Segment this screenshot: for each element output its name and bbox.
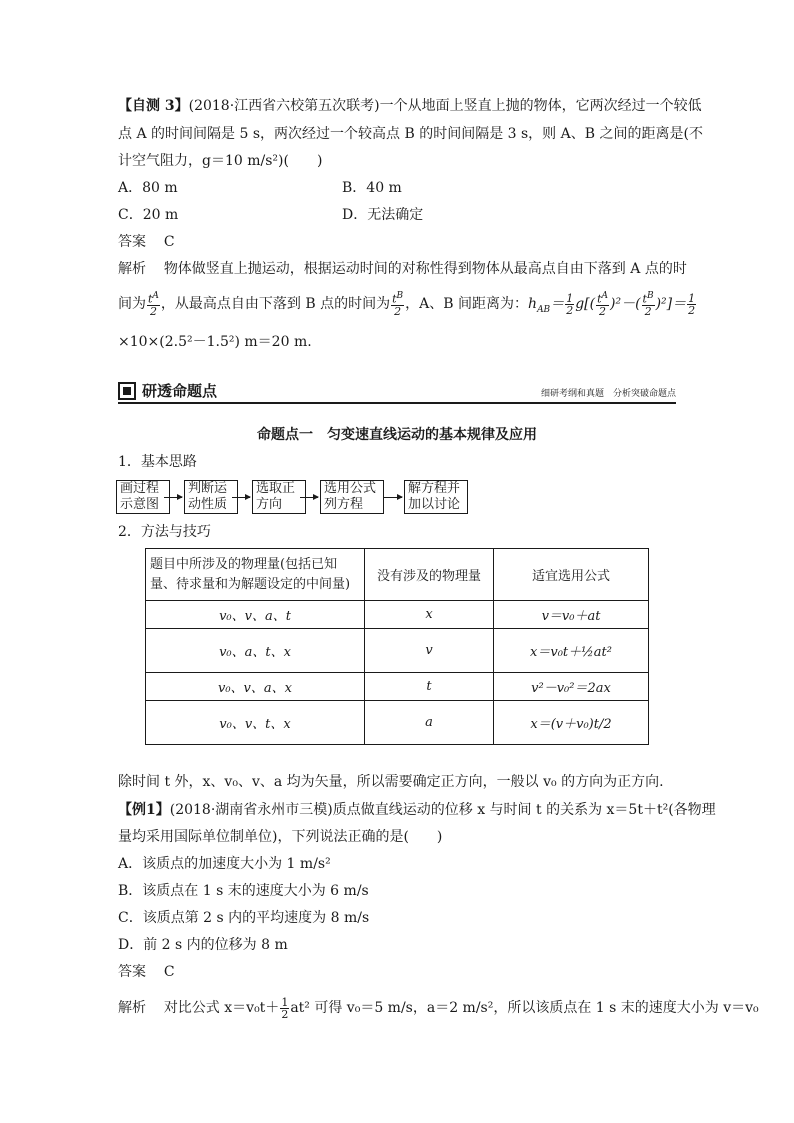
fraction-ta-over-2: $\frac{t^A}{2}$ <box>148 291 159 318</box>
flow-step-4: 选用公式列方程 <box>320 480 384 514</box>
header-cell-quantities: 题目中所涉及的物理量(包括已知量、待求量和为解题设定的中间量) <box>146 549 365 601</box>
table-row: v₀、a、t、x v x＝v₀t＋½at² <box>146 629 649 673</box>
example-tag: 【例1】 <box>118 802 170 818</box>
analysis-line-1: 解析 物体做竖直上抛运动，根据运动时间的对称性得到物体从最高点自由下落到 A 点的时 <box>118 261 687 277</box>
analysis-line-3: ×10×(2.5²－1.5²) m＝20 m. <box>118 334 312 350</box>
option-c: C．20 m <box>118 207 179 223</box>
vector-note: 除时间 t 外，x、v₀、v、a 均为矢量，所以需要确定正方向，一般以 v₀ 的方向为正方向. <box>118 774 664 790</box>
option-b: B．40 m <box>342 180 402 196</box>
flow-step-5: 解方程并加以讨论 <box>404 480 468 514</box>
question-tag: 【自测 3】 <box>118 98 189 114</box>
analysis-label: 解析 <box>118 261 146 277</box>
table-row: v₀、v、a、t x v＝v₀＋at <box>146 601 649 629</box>
example-answer-label: 答案 <box>118 964 146 980</box>
flow-step-3: 选取正方向 <box>252 480 306 514</box>
header-cell-formula: 适宜选用公式 <box>494 549 649 601</box>
flow-arrow-icon <box>164 497 182 498</box>
flow-arrow-icon <box>300 497 318 498</box>
option-a: A．80 m <box>118 180 178 196</box>
fraction-tb-over-2: $\frac{t^B}{2}$ <box>392 291 404 318</box>
section-header <box>118 380 676 404</box>
fraction-one-half: $\frac{1}{2}$ <box>281 995 289 1021</box>
example-answer-line <box>118 962 175 982</box>
example-line-1: 【例1】(2018·湖南省永州市三模)质点做直线运动的位移 x 与时间 t 的关系为 x＝5t＋t²(各物理 <box>118 802 716 818</box>
answer-label: 答案 <box>118 234 146 250</box>
example-option-d: D．前 2 s 内的位移为 8 m <box>118 937 288 953</box>
example-option-c: C．该质点第 2 s 内的平均速度为 8 m/s <box>118 910 370 926</box>
flow-step-1: 画过程示意图 <box>116 480 170 514</box>
formula-hab: $h_{AB}=$ $\frac{1}{2}$ g[( $\frac{t^A}{2}$ )²－( $\frac{t^B}{2}$ )²]＝ $\frac{1}{2}$ <box>528 291 696 318</box>
section-square-icon <box>118 382 136 400</box>
question-line-2: 点 A 的时间间隔是 5 s，两次经过一个较高点 B 的时间间隔是 3 s，则 A、B 之间的距离是(不 <box>118 126 703 142</box>
table-row: v₀、v、t、x a x＝(v＋v₀)t/2 <box>146 701 649 745</box>
subheading-basic-idea: 1．基本思路 <box>118 454 197 470</box>
answer-line <box>118 232 175 252</box>
example-analysis-line: 解析 对比公式 x＝v₀t＋ $\frac{1}{2}$ at² 可得 v₀＝5 m/s，a＝2 m/s²，所以该质点在 1 s 末的速度大小为 v＝v₀ <box>118 995 759 1021</box>
flow-arrow-icon <box>232 497 250 498</box>
option-d: D．无法确定 <box>342 207 424 223</box>
example-answer-value: C <box>163 964 175 980</box>
table-row: v₀、v、a、x t v²－v₀²＝2ax <box>146 673 649 701</box>
formula-table <box>145 548 649 745</box>
section-title: 研透命题点 <box>142 382 218 400</box>
table-header-row <box>146 549 649 601</box>
example-option-b: B．该质点在 1 s 末的速度大小为 6 m/s <box>118 883 369 899</box>
answer-value: C <box>163 234 175 250</box>
question-line-1: 【自测 3】(2018·江西省六校第五次联考)一个从地面上竖直上抛的物体，它两次经过一个较低 <box>118 98 702 114</box>
section-subtitle: 细研考纲和真题 分析突破命题点 <box>540 389 676 399</box>
example-option-a: A．该质点的加速度大小为 1 m/s² <box>118 856 331 872</box>
topic-title: 命题点一 匀变速直线运动的基本规律及应用 <box>257 427 537 443</box>
subheading-methods: 2．方法与技巧 <box>118 524 211 540</box>
analysis-line-2: 间为 $\frac{t^A}{2}$ ，从最高点自由下落到 B 点的时间为 $\frac{t^B}{2}$ ，A、B 间距离为：$h_{AB}=$ $\frac{1}{2}$ g[( $\frac{t^A}{2}$ )²－( $\frac{t^B}{2}$ )²]＝ $\frac{1}{2}$ <box>118 291 696 318</box>
question-line-3: 计空气阻力，g＝10 m/s²)( ) <box>118 153 323 169</box>
flow-arrow-icon <box>384 497 402 498</box>
example-line-2: 量均采用国际单位制单位)，下列说法正确的是( ) <box>118 829 443 845</box>
header-cell-missing: 没有涉及的物理量 <box>365 549 494 601</box>
example-analysis-label: 解析 <box>118 1000 146 1016</box>
flow-step-2: 判断运动性质 <box>184 480 238 514</box>
